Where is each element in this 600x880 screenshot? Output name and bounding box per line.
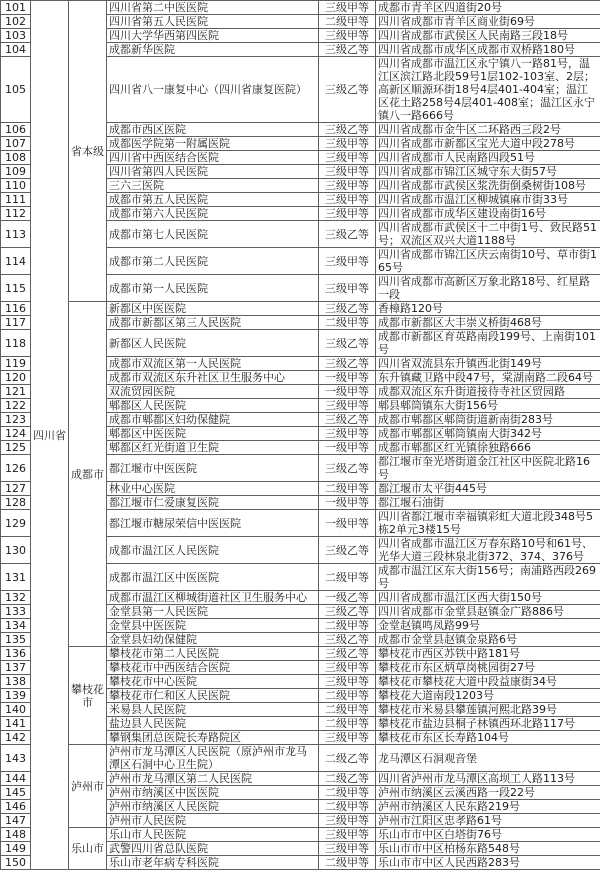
- row-number-cell: 119: [1, 357, 31, 371]
- address-cell: 成都市郫都区郫筒镇南大街342号: [376, 427, 600, 441]
- row-number-cell: 143: [1, 745, 31, 772]
- address-cell: 攀枝花市米易县攀莲镇河熙北路39号: [376, 703, 600, 717]
- address-cell: 四川省成都市锦江区城守东大街57号: [376, 165, 600, 179]
- grade-cell: 三级甲等: [319, 165, 376, 179]
- address-cell: 四川省都江堰市幸福镇彩虹大道北段348号5栋2单元3楼15号: [376, 510, 600, 537]
- row-number-cell: 142: [1, 731, 31, 745]
- grade-cell: 一级乙等: [319, 591, 376, 605]
- row-number-cell: 112: [1, 207, 31, 221]
- hospital-name-cell: 泸州市纳溪区中医医院: [107, 786, 319, 800]
- row-number-cell: 125: [1, 441, 31, 455]
- row-number-cell: 135: [1, 633, 31, 647]
- grade-cell: 二级甲等: [319, 689, 376, 703]
- hospital-name-cell: 成都市第二人民医院: [107, 248, 319, 275]
- city-cell: 成都市: [69, 302, 107, 647]
- address-cell: 郫县郫筒镇东大街156号: [376, 399, 600, 413]
- row-number-cell: 105: [1, 57, 31, 123]
- hospital-name-cell: 成都市郫都区妇幼保健院: [107, 413, 319, 427]
- city-cell: 攀枝花市: [69, 647, 107, 745]
- address-cell: 四川省成都市高新区万象北路18号、红星路一段: [376, 275, 600, 302]
- address-cell: 乐山市市中区白塔街76号: [376, 828, 600, 842]
- address-cell: 龙马潭区石洞观音堡: [376, 745, 600, 772]
- address-cell: 四川省泸州市龙马潭区高坝工人路113号: [376, 772, 600, 786]
- hospital-name-cell: 攀枝花市仁和区人民医院: [107, 689, 319, 703]
- grade-cell: 三级甲等: [319, 842, 376, 856]
- grade-cell: 三级甲等: [319, 427, 376, 441]
- row-number-cell: 115: [1, 275, 31, 302]
- hospital-name-cell: 攀枝花市中西医结合医院: [107, 661, 319, 675]
- address-cell: 攀枝花市东区炳草岗桃园街27号: [376, 661, 600, 675]
- grade-cell: 三级甲等: [319, 193, 376, 207]
- grade-cell: 三级乙等: [319, 455, 376, 482]
- grade-cell: 二级甲等: [319, 717, 376, 731]
- table-row: [1, 647, 600, 661]
- hospital-name-cell: 泸州市纳溪区人民医院: [107, 800, 319, 814]
- address-cell: 四川省成都市温江区西大街150号: [376, 591, 600, 605]
- address-cell: 泸州市纳溪区云溪西路一段22号: [376, 786, 600, 800]
- grade-cell: 三级乙等: [319, 537, 376, 564]
- grade-cell: 三级乙等: [319, 330, 376, 357]
- address-cell: 乐山市市中区人民西路283号: [376, 856, 600, 870]
- hospital-name-cell: 成都市西区医院: [107, 123, 319, 137]
- address-cell: 四川省成都市成华区成都市双桥路180号: [376, 43, 600, 57]
- grade-cell: 三级甲等: [319, 179, 376, 193]
- row-number-cell: 102: [1, 15, 31, 29]
- grade-cell: 三级甲等: [319, 29, 376, 43]
- hospital-name-cell: 都江堰市中医医院: [107, 455, 319, 482]
- hospital-name-cell: 郫都区中医医院: [107, 427, 319, 441]
- row-number-cell: 132: [1, 591, 31, 605]
- grade-cell: 三级乙等: [319, 302, 376, 316]
- address-cell: 成都市郫都区红光镇徐独路666: [376, 441, 600, 455]
- address-cell: 攀枝花市攀枝花大道中段益康街34号: [376, 675, 600, 689]
- hospital-name-cell: 成都市第五人民医院: [107, 193, 319, 207]
- address-cell: 四川省成都市人民南路四段51号: [376, 151, 600, 165]
- hospital-name-cell: 成都市新都区第三人民医院: [107, 316, 319, 330]
- row-number-cell: 138: [1, 675, 31, 689]
- row-number-cell: 146: [1, 800, 31, 814]
- row-number-cell: 130: [1, 537, 31, 564]
- row-number-cell: 141: [1, 717, 31, 731]
- grade-cell: 三级甲等: [319, 1, 376, 15]
- row-number-cell: 148: [1, 828, 31, 842]
- grade-cell: 三级甲等: [319, 661, 376, 675]
- grade-cell: 三级甲等: [319, 675, 376, 689]
- address-cell: 四川省成都市锦江区庆云南街10号、草市街165号: [376, 248, 600, 275]
- hospital-table-body: [1, 1, 600, 870]
- row-number-cell: 124: [1, 427, 31, 441]
- grade-cell: 三级乙等: [319, 43, 376, 57]
- row-number-cell: 121: [1, 385, 31, 399]
- address-cell: 四川省成都市武侯区十二中街1号、致民路51号；双流区双兴大道1188号: [376, 221, 600, 248]
- address-cell: 四川省成都市金堂县赵镇金广路886号: [376, 605, 600, 619]
- address-cell: 四川省成都市武侯区浆洗街倒桑树街108号: [376, 179, 600, 193]
- grade-cell: 二级甲等: [319, 564, 376, 591]
- city-cell: 乐山市: [69, 828, 107, 870]
- address-cell: 四川省成都市温江区永宁镇八一路81号，温江区滨江路北段59号1层102-103室、2层；高新区顺源环街18号4层401-404室；温江区花土路258号4层401-408室；温江区永宁镇八一路666号: [376, 57, 600, 123]
- hospital-name-cell: 盐边县人民医院: [107, 717, 319, 731]
- row-number-cell: 147: [1, 814, 31, 828]
- address-cell: 东升镇藏卫路中段47号，棠湖南路二段64号: [376, 371, 600, 385]
- address-cell: 四川省成都市温江区柳城镇麻市街33号: [376, 193, 600, 207]
- address-cell: 攀枝花大道南段1203号: [376, 689, 600, 703]
- row-number-cell: 133: [1, 605, 31, 619]
- hospital-name-cell: 双流贸园医院: [107, 385, 319, 399]
- grade-cell: 三级乙等: [319, 605, 376, 619]
- address-cell: 成都市温江区东大街156号；南浦路西段269号: [376, 564, 600, 591]
- row-number-cell: 127: [1, 482, 31, 496]
- address-cell: 泸州市江阳区忠孝路61号: [376, 814, 600, 828]
- address-cell: 成都市金堂县赵镇金泉路6号: [376, 633, 600, 647]
- row-number-cell: 131: [1, 564, 31, 591]
- grade-cell: 三级甲等: [319, 207, 376, 221]
- hospital-name-cell: 攀钢集团总医院长寿路院区: [107, 731, 319, 745]
- hospital-name-cell: 郫都区人民医院: [107, 399, 319, 413]
- row-number-cell: 137: [1, 661, 31, 675]
- city-cell: 省本级: [69, 1, 107, 302]
- hospital-name-cell: 泸州市龙马潭区人民医院（原泸州市龙马潭区石洞中心卫生院）: [107, 745, 319, 772]
- hospital-name-cell: 米易县人民医院: [107, 703, 319, 717]
- row-number-cell: 139: [1, 689, 31, 703]
- grade-cell: 一级甲等: [319, 510, 376, 537]
- address-cell: 泸州市纳溪区人民东路219号: [376, 800, 600, 814]
- grade-cell: 三级甲等: [319, 731, 376, 745]
- row-number-cell: 136: [1, 647, 31, 661]
- grade-cell: 一级甲等: [319, 496, 376, 510]
- table-row: [1, 302, 600, 316]
- hospital-name-cell: 郫都区红光街道卫生院: [107, 441, 319, 455]
- address-cell: 四川省成都市温江区万春东路10号和61号、光华大道三段林泉北街372、374、376号: [376, 537, 600, 564]
- hospital-name-cell: 泸州市龙马潭区第二人民医院: [107, 772, 319, 786]
- row-number-cell: 149: [1, 842, 31, 856]
- grade-cell: 三级甲等: [319, 275, 376, 302]
- hospital-name-cell: 新都区人民医院: [107, 330, 319, 357]
- row-number-cell: 110: [1, 179, 31, 193]
- grade-cell: 三级乙等: [319, 647, 376, 661]
- row-number-cell: 144: [1, 772, 31, 786]
- row-number-cell: 128: [1, 496, 31, 510]
- grade-cell: 二级甲等: [319, 15, 376, 29]
- address-cell: 四川省成都市金牛区二环路西三段2号: [376, 123, 600, 137]
- hospital-name-cell: 成都市第一人民医院: [107, 275, 319, 302]
- address-cell: 四川省双流县东升镇西北街149号: [376, 357, 600, 371]
- hospital-name-cell: 四川省第四人民医院: [107, 165, 319, 179]
- grade-cell: 三级乙等: [319, 221, 376, 248]
- row-number-cell: 134: [1, 619, 31, 633]
- city-cell: 泸州市: [69, 745, 107, 828]
- hospital-name-cell: 泸州市人民医院: [107, 814, 319, 828]
- row-number-cell: 109: [1, 165, 31, 179]
- hospital-name-cell: 林业中心医院: [107, 482, 319, 496]
- hospital-name-cell: 四川大学华西第四医院: [107, 29, 319, 43]
- address-cell: 金堂赵镇鸣凤路99号: [376, 619, 600, 633]
- hospital-name-cell: 新都区中医医院: [107, 302, 319, 316]
- grade-cell: 三级乙等: [319, 123, 376, 137]
- hospital-name-cell: 乐山市老年病专科医院: [107, 856, 319, 870]
- hospital-name-cell: 成都市温江区中医医院: [107, 564, 319, 591]
- hospital-name-cell: 攀枝花市第二人民医院: [107, 647, 319, 661]
- address-cell: 成都市新都区育英路南段199号、上南街101号: [376, 330, 600, 357]
- hospital-name-cell: 四川省八一康复中心（四川省康复医院）: [107, 57, 319, 123]
- row-number-cell: 111: [1, 193, 31, 207]
- address-cell: 都江堰市奎光塔街道金江社区中医院北路16号: [376, 455, 600, 482]
- row-number-cell: 120: [1, 371, 31, 385]
- hospital-name-cell: 成都市温江区柳城街道社区卫生服务中心: [107, 591, 319, 605]
- grade-cell: 三级甲等: [319, 137, 376, 151]
- grade-cell: 二级甲等: [319, 482, 376, 496]
- grade-cell: 三级乙等: [319, 413, 376, 427]
- row-number-cell: 113: [1, 221, 31, 248]
- row-number-cell: 118: [1, 330, 31, 357]
- province-cell: 四川省: [31, 1, 69, 870]
- address-cell: 四川省成都市青羊区商业街69号: [376, 15, 600, 29]
- row-number-cell: 104: [1, 43, 31, 57]
- hospital-name-cell: 金堂县妇幼保健院: [107, 633, 319, 647]
- grade-cell: 二级甲等: [319, 316, 376, 330]
- grade-cell: 二级甲等: [319, 800, 376, 814]
- row-number-cell: 150: [1, 856, 31, 870]
- grade-cell: 二级甲等: [319, 856, 376, 870]
- hospital-name-cell: 金堂县第一人民医院: [107, 605, 319, 619]
- address-cell: 四川省成都市成华区建设南街16号: [376, 207, 600, 221]
- grade-cell: 二级乙等: [319, 745, 376, 772]
- grade-cell: 二级甲等: [319, 619, 376, 633]
- row-number-cell: 129: [1, 510, 31, 537]
- grade-cell: 三级甲等: [319, 828, 376, 842]
- row-number-cell: 126: [1, 455, 31, 482]
- address-cell: 乐山市市中区柏杨东路548号: [376, 842, 600, 856]
- row-number-cell: 122: [1, 399, 31, 413]
- table-row: [1, 1, 600, 15]
- hospital-name-cell: 成都市温江区人民医院: [107, 537, 319, 564]
- hospital-name-cell: 成都市双流区第一人民医院: [107, 357, 319, 371]
- grade-cell: 二级甲等: [319, 786, 376, 800]
- address-cell: 都江堰石油街: [376, 496, 600, 510]
- grade-cell: 三级甲等: [319, 151, 376, 165]
- hospital-name-cell: 成都市第六人民医院: [107, 207, 319, 221]
- grade-cell: 一级甲等: [319, 371, 376, 385]
- hospital-name-cell: 武警四川省总队医院: [107, 842, 319, 856]
- row-number-cell: 103: [1, 29, 31, 43]
- address-cell: 攀枝花市西区苏铁中路181号: [376, 647, 600, 661]
- row-number-cell: 116: [1, 302, 31, 316]
- hospital-name-cell: 成都市第七人民医院: [107, 221, 319, 248]
- grade-cell: 三级甲等: [319, 399, 376, 413]
- row-number-cell: 106: [1, 123, 31, 137]
- hospital-name-cell: 四川省第五人民医院: [107, 15, 319, 29]
- grade-cell: 三级乙等: [319, 633, 376, 647]
- hospital-name-cell: 金堂县中医医院: [107, 619, 319, 633]
- row-number-cell: 123: [1, 413, 31, 427]
- hospital-name-cell: 三六三医院: [107, 179, 319, 193]
- row-number-cell: 114: [1, 248, 31, 275]
- hospital-name-cell: 四川省中西医结合医院: [107, 151, 319, 165]
- grade-cell: 三级甲等: [319, 814, 376, 828]
- grade-cell: 一级甲等: [319, 385, 376, 399]
- address-cell: 成都市青羊区四道街20号: [376, 1, 600, 15]
- hospital-name-cell: 四川省第二中医医院: [107, 1, 319, 15]
- address-cell: 四川省成都市武侯区人民南路三段18号: [376, 29, 600, 43]
- hospital-name-cell: 攀枝花市中心医院: [107, 675, 319, 689]
- grade-cell: 三级甲等: [319, 248, 376, 275]
- row-number-cell: 101: [1, 1, 31, 15]
- address-cell: 香樟路120号: [376, 302, 600, 316]
- row-number-cell: 108: [1, 151, 31, 165]
- grade-cell: 三级乙等: [319, 57, 376, 123]
- hospital-name-cell: 成都市双流区东升社区卫生服务中心: [107, 371, 319, 385]
- address-cell: 攀枝花市东区长寿路104号: [376, 731, 600, 745]
- row-number-cell: 140: [1, 703, 31, 717]
- row-number-cell: 145: [1, 786, 31, 800]
- grade-cell: 一级甲等: [319, 441, 376, 455]
- address-cell: 四川省成都市新都区宝光大道中段278号: [376, 137, 600, 151]
- hospital-name-cell: 成都新华医院: [107, 43, 319, 57]
- table-row: [1, 745, 600, 772]
- grade-cell: 三级乙等: [319, 357, 376, 371]
- hospital-name-cell: 乐山市人民医院: [107, 828, 319, 842]
- address-cell: 攀枝花市盐边县桐子林镇西环北路117号: [376, 717, 600, 731]
- address-cell: 成都双流区东升街道接待寺社区贸园路: [376, 385, 600, 399]
- address-cell: 成都市新都区大丰崇义桥街468号: [376, 316, 600, 330]
- grade-cell: 二级甲等: [319, 703, 376, 717]
- address-cell: 都江堰市太平街445号: [376, 482, 600, 496]
- row-number-cell: 107: [1, 137, 31, 151]
- hospital-name-cell: 都江堰市糖尿荣信中医医院: [107, 510, 319, 537]
- grade-cell: 二级乙等: [319, 772, 376, 786]
- hospital-name-cell: 成都医学院第一附属医院: [107, 137, 319, 151]
- address-cell: 成都市郫都区郫筒街道新南街283号: [376, 413, 600, 427]
- row-number-cell: 117: [1, 316, 31, 330]
- table-row: [1, 828, 600, 842]
- hospital-name-cell: 都江堰市仁爱康复医院: [107, 496, 319, 510]
